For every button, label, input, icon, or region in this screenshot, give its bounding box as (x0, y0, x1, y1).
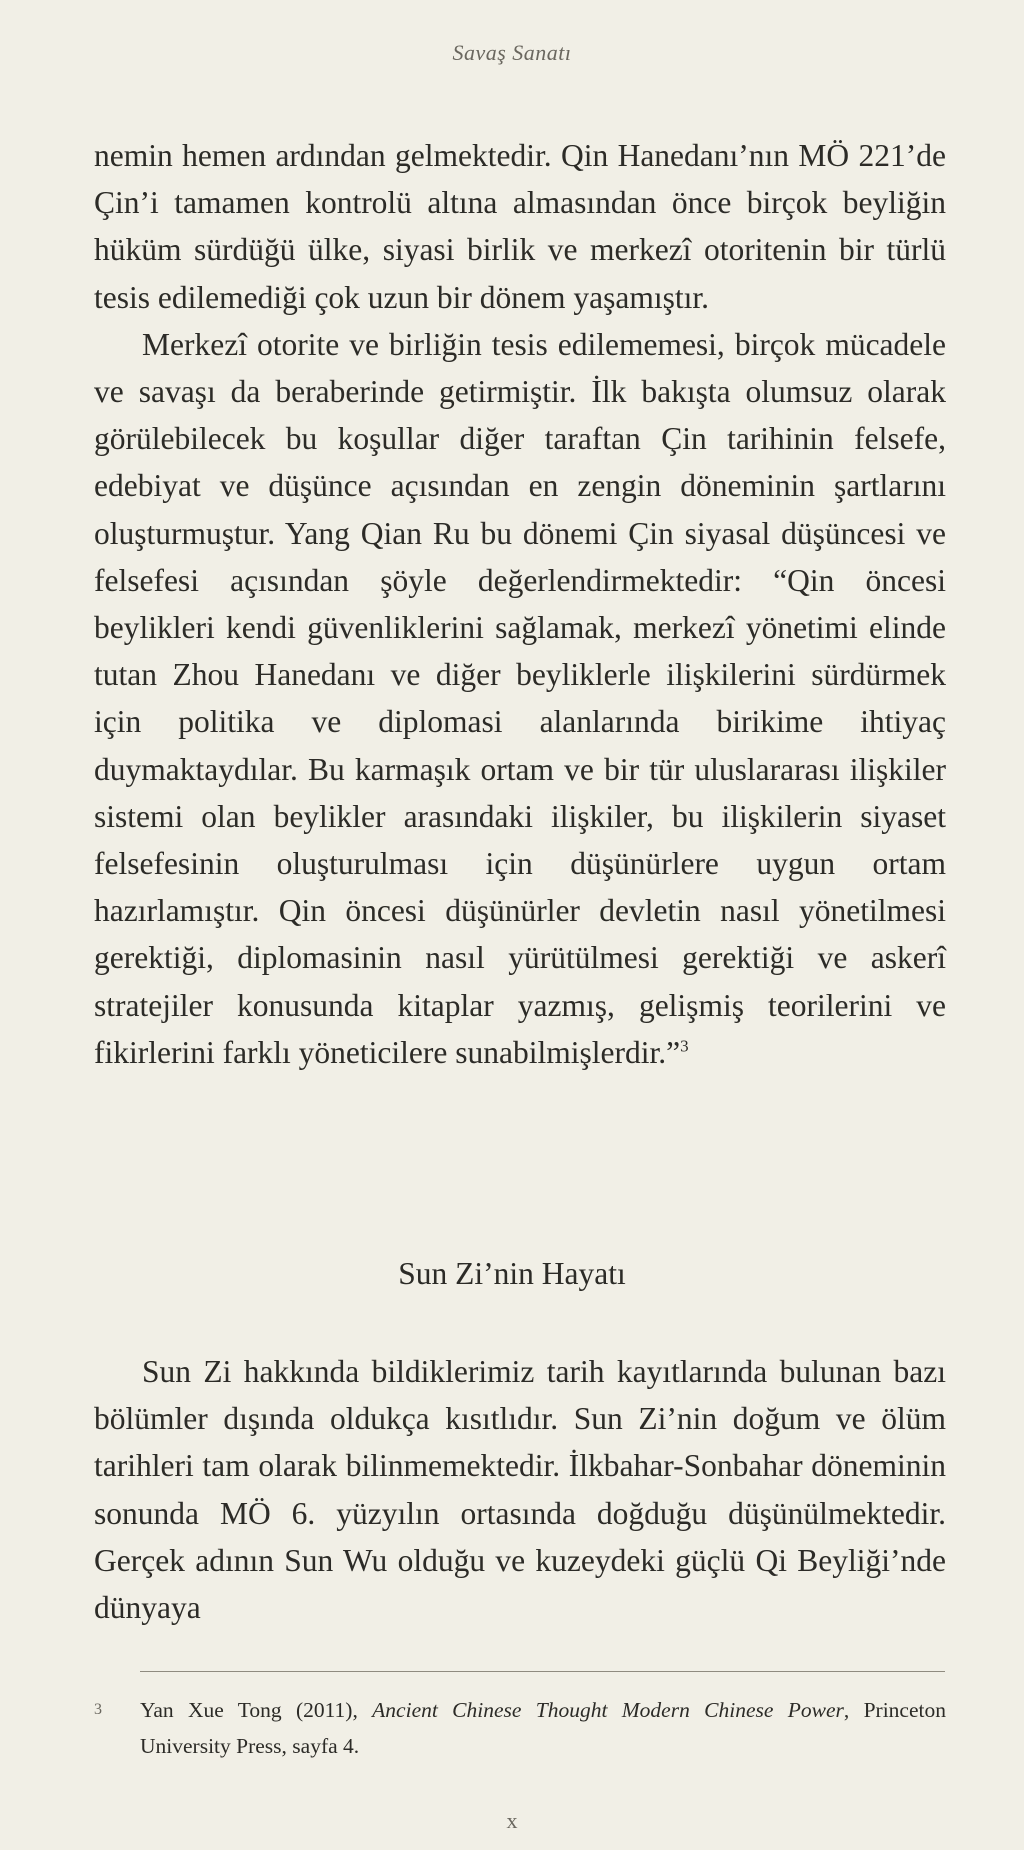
paragraph-text: Merkezî otorite ve birliğin tesis edilememesi, birçok mücadele ve savaşı da beraberinde getirmiştir. İlk bakışta olumsuz olarak görülebilecek bu koşullar diğer taraftan Çin tarihinin felsefe, edebiyat ve düşünce açısından en zengin döneminin şartlarını oluşturmuştur. Yang Qian Ru bu dönemi Çin siyasal düşüncesi ve felsefesi açısından şöyle değerlendirmektedir: “Qin öncesi beylikleri kendi güvenliklerini sağlamak, merkezî yönetimi elinde tutan Zhou Hanedanı ve diğer beyliklerle ilişkilerini sürdürmek için politika ve diplomasi alanlarında birikime ihtiyaç duymaktaydılar. Bu karmaşık ortam ve bir tür uluslararası ilişkiler sistemi olan beylikler arasındaki ilişkiler, bu ilişkilerin siyaset felsefesinin oluşturulması için düşünürlere uygun ortam hazırlamıştır. Qin öncesi düşünürler devletin nasıl yönetilmesi gerektiği, diplomasinin nasıl yürütülmesi gerektiği ve askerî stratejiler konusunda kitaplar yazmış, gelişmiş teorilerini ve fikirlerini farklı yöneticilere sunabilmişlerdir.” (94, 326, 946, 1070)
footnote-title: Ancient Chinese Thought Modern Chinese Power (372, 1698, 844, 1722)
running-head: Savaş Sanatı (452, 40, 572, 65)
page-number: x (506, 1808, 518, 1833)
footnote (94, 1692, 946, 1764)
footnote-publisher: , Princeton University Press, sayfa 4. (140, 1698, 946, 1758)
footnote-number: 3 (94, 1701, 102, 1718)
footnote-divider (140, 1671, 945, 1672)
paragraph (94, 321, 946, 1076)
paragraph: Sun Zi hakkında bildiklerimiz tarih kayıtlarında bulunan bazı bölümler dışında oldukça kısıtlıdır. Sun Zi’nin doğum ve ölüm tarihleri tam olarak bilinmemektedir. İlkbahar-Sonbahar döneminin sonunda MÖ 6. yüzyılın ortasında doğduğu düşünülmektedir. Gerçek adının Sun Wu olduğu ve kuzeydeki güçlü Qi Beyliği’nde dünyaya (94, 1354, 946, 1626)
body-text (94, 132, 946, 1076)
section-heading: Sun Zi’nin Hayatı (398, 1256, 626, 1291)
footnote-text (140, 1692, 946, 1764)
footnote-author: Yan Xue Tong (2011), (140, 1698, 373, 1722)
section-body (94, 1348, 946, 1631)
footnote-reference[interactable]: 3 (680, 1036, 689, 1056)
paragraph: nemin hemen ardından gelmektedir. Qin Hanedanı’nın MÖ 221’de Çin’i tamamen kontrolü altına almasından önce birçok beyliğin hüküm sürdüğü ülke, siyasi birlik ve merkezî otoritenin bir türlü tesis edilemediği çok uzun bir dönem yaşamıştır. (94, 138, 946, 315)
